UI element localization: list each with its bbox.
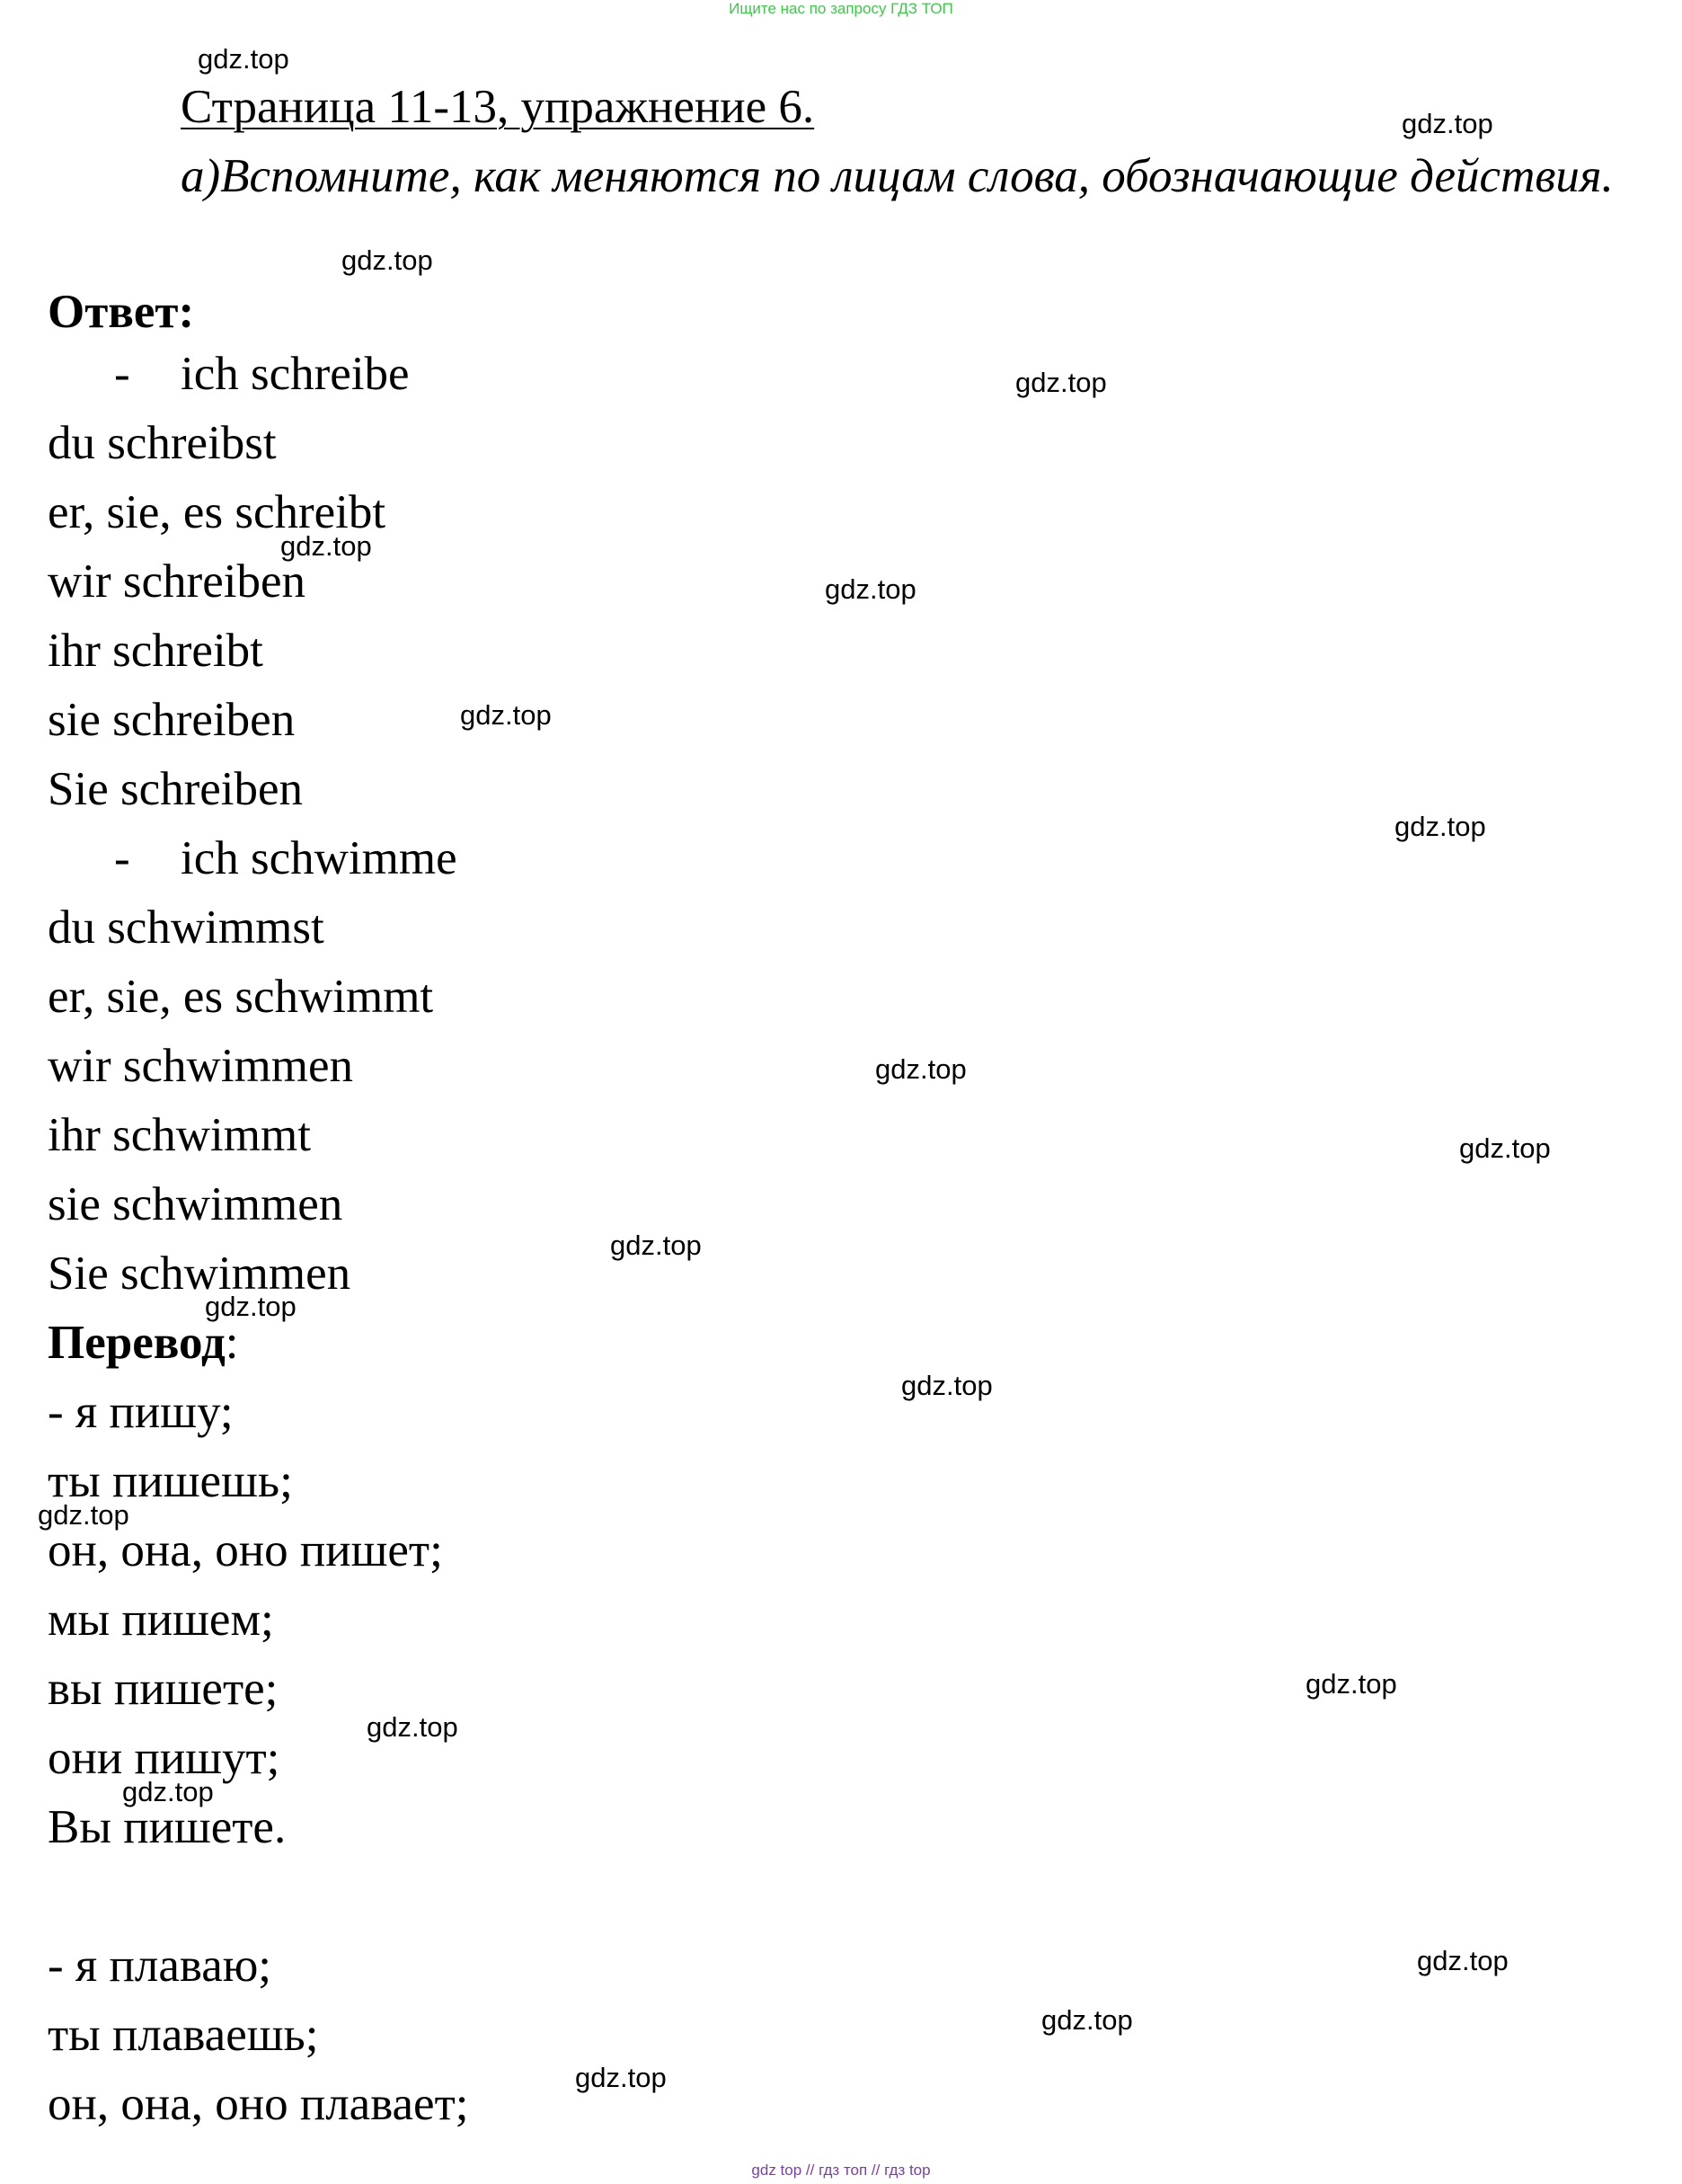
watermark: gdz.top: [875, 1053, 967, 1085]
answer-line: er, sie, es schwimmt: [48, 971, 434, 1023]
watermark: gdz.top: [901, 1370, 993, 1401]
translation-line: ты пишешь;: [48, 1455, 293, 1507]
watermark: gdz.top: [198, 43, 289, 75]
translation-line: ты плаваешь;: [48, 2009, 319, 2061]
watermark: gdz.top: [1015, 367, 1107, 398]
translation-line: он, она, оно пишет;: [48, 1524, 443, 1576]
translation-colon: :: [225, 1317, 239, 1369]
answer-line: ihr schreibt: [48, 625, 263, 677]
translation-line: мы пишем;: [48, 1594, 274, 1646]
watermark: gdz.top: [1394, 811, 1486, 842]
watermark: gdz.top: [367, 1711, 458, 1743]
answer-line: sie schreiben: [48, 694, 296, 746]
dash-marker: -: [114, 832, 130, 884]
answer-line: wir schreiben: [48, 555, 305, 608]
answer-line: sie schwimmen: [48, 1178, 343, 1230]
task-text: а)Вспомните, как меняются по лицам слова, обозначающие действия.: [181, 150, 1614, 202]
translation-line: Вы пишете.: [48, 1801, 287, 1853]
watermark: gdz.top: [1459, 1132, 1551, 1164]
answer-line: Sie schwimmen: [48, 1247, 351, 1300]
translation-line: они пишут;: [48, 1732, 280, 1784]
watermark: gdz.top: [280, 530, 372, 562]
translation-line: - я плаваю;: [48, 1940, 272, 1992]
answer-line: wir schwimmen: [48, 1040, 354, 1092]
answer-line: ihr schwimmt: [48, 1109, 311, 1161]
watermark: gdz.top: [1306, 1668, 1397, 1700]
answer-line: du schwimmst: [48, 901, 324, 954]
watermark: gdz.top: [1041, 2004, 1133, 2036]
watermark: gdz.top: [825, 573, 916, 605]
translation-label: Перевод: [48, 1317, 226, 1369]
answer-line: Sie schreiben: [48, 763, 304, 815]
answer-line-text: ich schwimme: [181, 832, 457, 884]
page-title: Страница 11-13, упражнение 6.: [181, 81, 815, 133]
answer-label: Ответ:: [48, 286, 195, 338]
answer-line-text: ich schreibe: [181, 348, 410, 400]
footer-links: gdz top // гдз топ // гдз top: [751, 2162, 931, 2179]
watermark: gdz.top: [610, 1230, 702, 1261]
watermark: gdz.top: [122, 1776, 214, 1807]
watermark: gdz.top: [460, 699, 552, 731]
translation-line: - я пишу;: [48, 1386, 234, 1438]
watermark: gdz.top: [575, 2062, 667, 2093]
top-banner: Ищите нас по запросу ГДЗ ТОП: [729, 0, 953, 17]
translation-line: вы пишете;: [48, 1663, 279, 1715]
translation-line: он, она, оно плавает;: [48, 2078, 469, 2130]
answer-line: [48, 827, 457, 890]
answer-line: [48, 342, 410, 405]
watermark: gdz.top: [1402, 108, 1493, 139]
answer-line: er, sie, es schreibt: [48, 486, 386, 538]
dash-marker: -: [114, 348, 130, 400]
watermark: gdz.top: [38, 1499, 129, 1531]
watermark: gdz.top: [205, 1291, 297, 1322]
watermark: gdz.top: [1417, 1945, 1509, 1976]
answer-line: du schreibst: [48, 417, 277, 469]
watermark: gdz.top: [341, 244, 433, 276]
